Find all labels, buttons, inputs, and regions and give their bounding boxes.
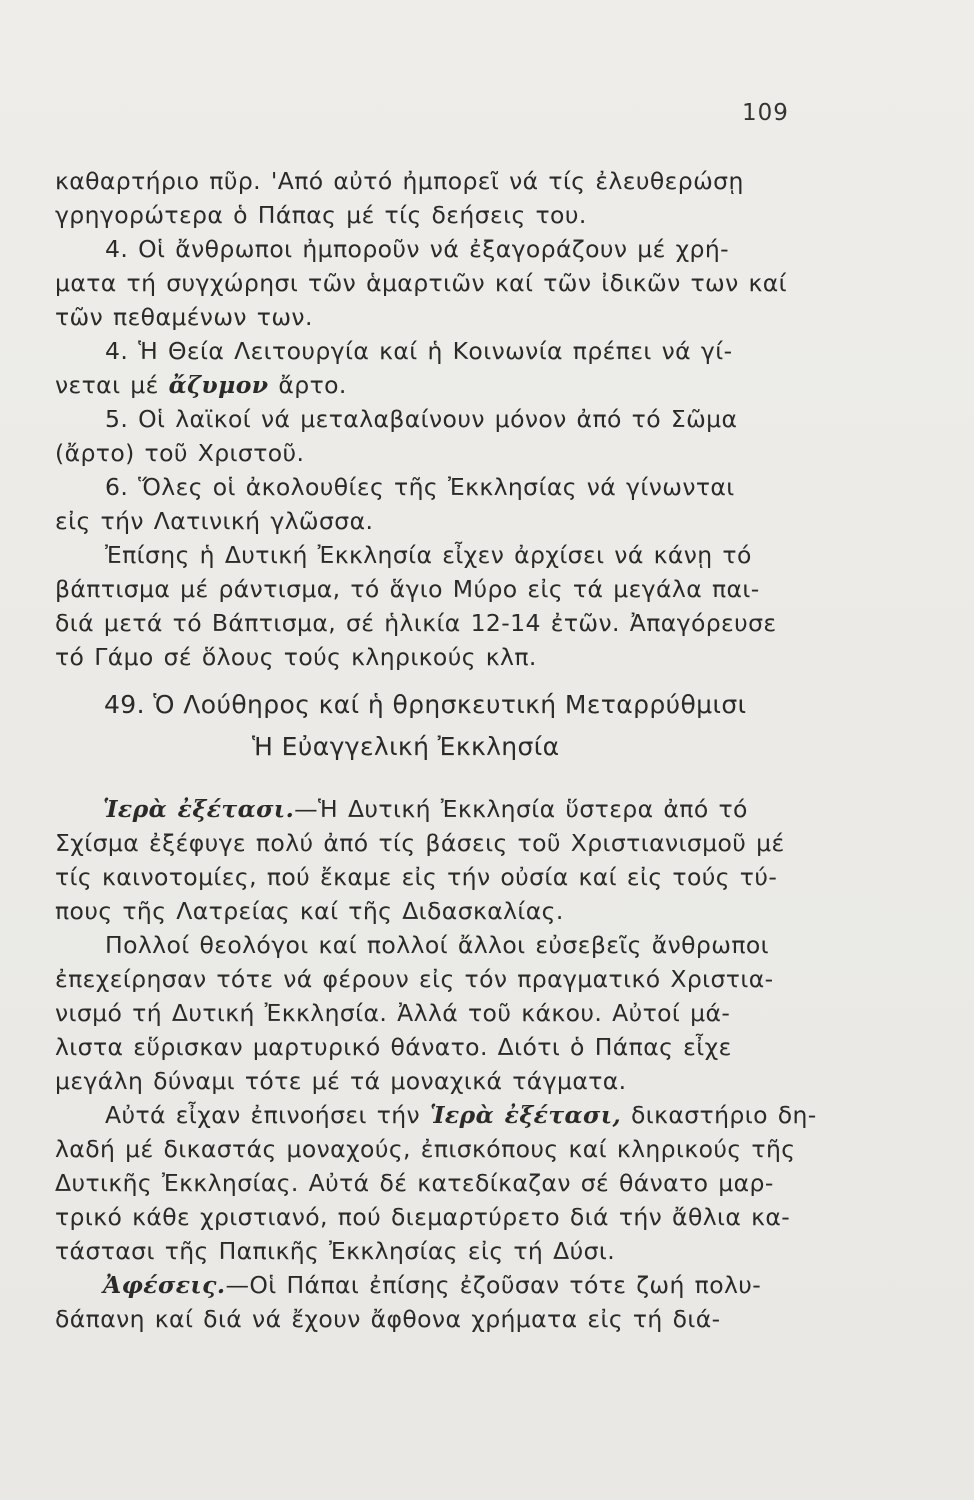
- text-line: ματα τή συγχώρησι τῶν ἁμαρτιῶν καί τῶν ἰδικῶν των καί: [55, 269, 788, 297]
- text-line: διά μετά τό Βάπτισμα, σέ ἡλικία 12-14 ἐτῶν. Ἀπαγόρευσε: [55, 609, 777, 637]
- text-line: λιστα εὕρισκαν μαρτυρικό θάνατο. Διότι ὁ Πάπας εἶχε: [55, 1033, 732, 1061]
- text-line: νισμό τή Δυτική Ἐκκλησία. Ἀλλά τοῦ κάκου. Αὐτοί μά-: [55, 999, 731, 1027]
- text-line: ἐπεχείρησαν τότε νά φέρουν εἰς τόν πραγματικό Χριστια-: [55, 965, 774, 993]
- text-line: μεγάλη δύναμι τότε μέ τά μοναχικά τάγματα.: [55, 1067, 627, 1095]
- text-line: τρικό κάθε χριστιανό, πού διεμαρτύρετο διά τήν ἄθλια κα-: [55, 1203, 791, 1231]
- text-block-inquisition: [55, 792, 817, 1336]
- text-line: βάπτισμα μέ ράντισμα, τό ἅγιο Μύρο εἰς τά μεγάλα παι-: [55, 575, 760, 603]
- text-line: [55, 368, 817, 402]
- text-line: [55, 1098, 817, 1132]
- text-fragment: Αὐτά εἶχαν ἐπινοήσει τήν: [105, 1101, 430, 1129]
- section-subheading: Ἡ Εὐαγγελική Ἐκκλησία: [252, 732, 560, 761]
- section-heading: 49. Ὁ Λούθηρος καί ἡ θρησκευτική Μεταρρύθμισι: [104, 690, 747, 719]
- page-number: 109: [742, 100, 789, 126]
- text-fragment: —Ἡ Δυτική Ἐκκλησία ὕστερα ἀπό τό: [294, 795, 748, 823]
- text-line: 4. Ἡ Θεία Λειτουργία καί ἡ Κοινωνία πρέπει νά γί-: [105, 337, 733, 365]
- text-line: δάπανη καί διά νά ἔχουν ἄφθονα χρήματα εἰς τή διά-: [55, 1305, 721, 1333]
- text-line: πους τῆς Λατρείας καί τῆς Διδασκαλίας.: [55, 897, 564, 925]
- text-line: εἰς τήν Λατινική γλῶσσα.: [55, 507, 374, 535]
- text-line: Πολλοί θεολόγοι καί πολλοί ἄλλοι εὐσεβεῖς ἄνθρωποι: [105, 931, 769, 959]
- italic-term: ἄζυμον: [168, 371, 269, 399]
- text-line: λαδή μέ δικαστάς μοναχούς, ἐπισκόπους καί κληρικούς τῆς: [55, 1135, 796, 1163]
- text-line: τίς καινοτομίες, πού ἔκαμε εἰς τήν οὐσία καί εἰς τούς τύ-: [55, 863, 778, 891]
- text-fragment: δικαστήριο δη-: [621, 1101, 817, 1129]
- text-line: (ἄρτο) τοῦ Χριστοῦ.: [55, 439, 305, 467]
- text-line: [55, 792, 817, 826]
- text-line: 5. Οἱ λαϊκοί νά μεταλαβαίνουν μόνον ἀπό τό Σῶμα: [105, 405, 738, 433]
- text-line: 4. Οἱ ἄνθρωποι ἠμποροῦν νά ἐξαγοράζουν μέ χρή-: [105, 235, 730, 263]
- text-line: καθαρτήριο πῦρ. 'Από αὐτό ἠμπορεῖ νά τίς ἐλευθερώσῃ: [55, 167, 744, 195]
- italic-term: Ἱερὰ ἐξέτασι,: [429, 1101, 622, 1129]
- text-fragment: νεται μέ: [55, 371, 169, 399]
- text-line: τό Γάμο σέ ὅλους τούς κληρικούς κλπ.: [55, 643, 537, 671]
- text-line: γρηγορώτερα ὁ Πάπας μέ τίς δεήσεις του.: [55, 201, 587, 229]
- italic-lead: Ἱερὰ ἐξέτασι.: [103, 795, 295, 823]
- text-line: Δυτικῆς Ἐκκλησίας. Αὐτά δέ κατεδίκαζαν σέ θάνατο μαρ-: [55, 1169, 774, 1197]
- text-line: [55, 1268, 817, 1302]
- text-line: Ἐπίσης ἡ Δυτική Ἐκκλησία εἶχεν ἀρχίσει νά κάνῃ τό: [105, 541, 752, 569]
- text-fragment: —Οἱ Πάπαι ἐπίσης ἐζοῦσαν τότε ζωή πολυ-: [225, 1271, 762, 1299]
- text-line: Σχίσμα ἐξέφυγε πολύ ἀπό τίς βάσεις τοῦ Χριστιανισμοῦ μέ: [55, 829, 785, 857]
- text-line: 6. Ὅλες οἱ ἀκολουθίες τῆς Ἐκκλησίας νά γίνωνται: [105, 473, 735, 501]
- text-line: τῶν πεθαμένων των.: [55, 303, 313, 331]
- text-block-doctrines: [55, 164, 817, 674]
- text-fragment: ἄρτο.: [268, 371, 347, 399]
- text-line: τάστασι τῆς Παπικῆς Ἐκκλησίας εἰς τή Δύσι.: [55, 1237, 616, 1265]
- italic-lead: Ἀφέσεις.: [103, 1271, 226, 1299]
